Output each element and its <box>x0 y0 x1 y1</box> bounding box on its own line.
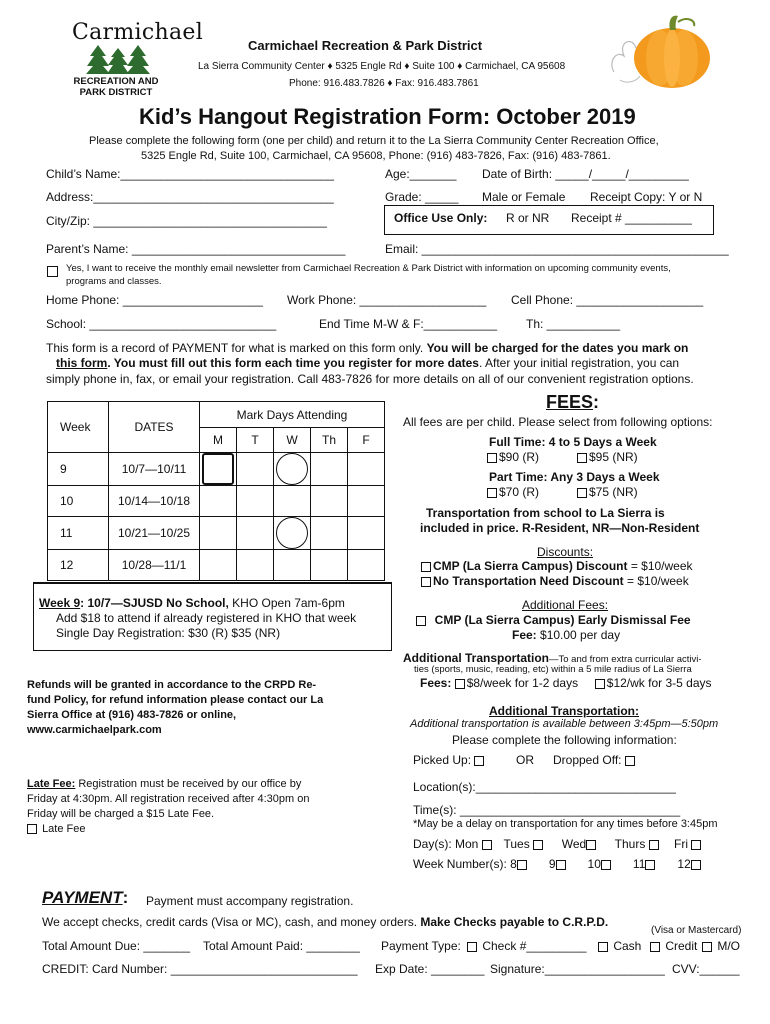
table-row <box>48 486 385 517</box>
checkbox-icon <box>487 453 497 463</box>
day-cell-t[interactable] <box>237 550 274 581</box>
checkbox-icon <box>487 488 497 498</box>
payment-accept: We accept checks, credit cards (Visa or MC), cash, and money orders. Make Checks payable to C.R.P.D. <box>42 915 609 929</box>
school-field[interactable]: School: ____________________________ <box>46 317 277 331</box>
week9-title: Week 9: 10/7—SJUSD No School, KHO Open 7am-6pm <box>39 596 345 610</box>
closed-circle-mark <box>276 453 308 485</box>
table-header-day-w: W <box>274 428 311 453</box>
payment-cash-option[interactable]: Cash <box>598 939 641 953</box>
table-row <box>48 550 385 581</box>
checkbox-icon <box>598 942 608 952</box>
table-header-mark: Mark Days Attending <box>200 402 385 428</box>
full-time-r-option[interactable]: $90 (R) <box>487 450 539 464</box>
week9-line-3: Single Day Registration: $30 (R) $35 (NR) <box>56 626 281 640</box>
checkbox-icon <box>702 942 712 952</box>
dates-cell: 10/28—11/1 <box>109 550 200 581</box>
late-fee-line-1: Late Fee: Registration must be received by our office by <box>27 778 302 790</box>
mark-days-table <box>47 401 385 581</box>
checkbox-icon <box>577 488 587 498</box>
trees-logo-icon <box>84 44 152 76</box>
home-phone-field[interactable]: Home Phone: _____________________ <box>46 293 263 307</box>
checkbox-icon[interactable] <box>601 860 611 870</box>
or-label: OR <box>516 753 534 767</box>
checkbox-icon[interactable] <box>556 860 566 870</box>
parents-name-field[interactable]: Parent’s Name: ________________________________ <box>46 242 346 256</box>
gender-field[interactable]: Male or Female <box>482 190 566 204</box>
logo-subtitle: RECREATION AND PARK DISTRICT <box>73 76 159 98</box>
week-cell: 12 <box>48 550 109 581</box>
cell-phone-field[interactable]: Cell Phone: ___________________ <box>511 293 704 307</box>
day-cell-m[interactable] <box>200 517 237 550</box>
checkbox-icon[interactable] <box>595 679 605 689</box>
full-time-nr-option[interactable]: $95 (NR) <box>577 450 638 464</box>
checkbox-icon <box>625 756 635 766</box>
day-cell-m[interactable] <box>200 453 237 486</box>
day-cell-m[interactable] <box>200 550 237 581</box>
dates-cell: 10/7—10/11 <box>109 453 200 486</box>
newsletter-checkbox[interactable] <box>47 263 58 281</box>
table-header-day-f: F <box>348 428 385 453</box>
checkbox-icon[interactable] <box>645 860 655 870</box>
newsletter-line-2: programs and classes. <box>66 276 162 287</box>
dropped-off-option[interactable]: Dropped Off: <box>553 753 637 767</box>
pumpkin-icon <box>606 12 718 92</box>
total-due-field[interactable]: Total Amount Due: _______ <box>42 939 191 953</box>
org-address: La Sierra Community Center ♦ 5325 Engle Rd ♦ Suite 100 ♦ Carmichael, CA 95608 <box>198 61 566 72</box>
locations-field[interactable]: Location(s):______________________________ <box>413 780 676 794</box>
checkbox-icon <box>650 942 660 952</box>
week-cell: 9 <box>48 453 109 486</box>
day-cell-t[interactable] <box>237 517 274 550</box>
checkbox-icon[interactable] <box>691 840 701 850</box>
city-zip-field[interactable]: City/Zip: ___________________________________ <box>46 214 327 228</box>
payment-record-line-3: simply phone in, fax, or email your registration. Call 483-7826 for more details on all of our convenient registration options. <box>46 372 694 386</box>
day-cell-f[interactable] <box>348 550 385 581</box>
week9-line-2: Add $18 to attend if already registered in KHO that week <box>56 611 357 625</box>
receipt-copy-field[interactable]: Receipt Copy: Y or N <box>590 190 703 204</box>
dates-cell: 10/21—10/25 <box>109 517 200 550</box>
childs-name-field[interactable]: Child’s Name:________________________________ <box>46 167 335 181</box>
checkbox-icon[interactable] <box>455 679 465 689</box>
checkbox-icon <box>421 577 431 587</box>
part-time-r-option[interactable]: $70 (R) <box>487 485 539 499</box>
day-cell-w[interactable] <box>274 453 311 486</box>
refunds-line-3: Sierra Office at (916) 483-7826 or online, <box>27 709 237 721</box>
exp-date-field[interactable]: Exp Date: ________ <box>375 962 485 976</box>
day-cell-w[interactable] <box>274 486 311 517</box>
payment-must-accompany: Payment must accompany registration. <box>146 894 354 908</box>
late-fee-line-2: Friday at 4:30pm. All registration received after 4:30pm on <box>27 793 310 805</box>
delay-note: *May be a delay on transportation for any times before 3:45pm <box>413 818 718 830</box>
day-cell-t[interactable] <box>237 453 274 486</box>
day-cell-th[interactable] <box>311 453 348 486</box>
part-time-nr-option[interactable]: $75 (NR) <box>577 485 638 499</box>
total-paid-field[interactable]: Total Amount Paid: ________ <box>203 939 360 953</box>
checkbox-icon[interactable] <box>517 860 527 870</box>
table-header-day-t: T <box>237 428 274 453</box>
days-checkboxes: Day(s): Mon Tues Wed Thurs Fri <box>413 837 703 851</box>
refunds-line-2: fund Policy, for refund information please contact our La <box>27 694 324 706</box>
payment-mo-option[interactable]: M/O <box>702 939 740 953</box>
table-header-day-th: Th <box>311 428 348 453</box>
checkbox-icon[interactable] <box>482 840 492 850</box>
payment-credit-option[interactable]: Credit <box>650 939 697 953</box>
checkbox-icon <box>474 756 484 766</box>
payment-record-line-2: this form. You must fill out this form each time you register for more dates. After your initial registration, you can <box>56 356 680 370</box>
checkbox-icon <box>27 824 37 834</box>
transport-note-1: Transportation from school to La Sierra is <box>426 506 665 520</box>
week-cell: 11 <box>48 517 109 550</box>
additional-transport-instructions: Please complete the following information: <box>452 733 677 747</box>
org-phone: Phone: 916.483.7826 ♦ Fax: 916.483.7861 <box>289 78 479 89</box>
table-row <box>48 517 385 550</box>
week-cell: 10 <box>48 486 109 517</box>
age-field[interactable]: Age:_______ <box>385 167 457 181</box>
refunds-line-1: Refunds will be granted in accordance to the CRPD Re- <box>27 679 317 691</box>
checkbox-icon <box>467 942 477 952</box>
checkbox-icon <box>416 616 426 626</box>
page-title: Kid’s Hangout Registration Form: October 2019 <box>139 104 636 129</box>
table-header-day-m: M <box>200 428 237 453</box>
discount-cmp-option[interactable]: CMP (La Sierra Campus) Discount = $10/week <box>421 559 693 573</box>
early-dismissal-option[interactable]: CMP (La Sierra Campus) Early Dismissal Fee <box>416 613 691 627</box>
cvv-field[interactable]: CVV:______ <box>672 962 740 976</box>
visa-mc-note: (Visa or Mastercard) <box>651 925 742 936</box>
org-name: Carmichael Recreation & Park District <box>248 38 483 53</box>
office-r-nr: R or NR <box>506 211 550 225</box>
intro-line-2: 5325 Engle Rd, Suite 100, Carmichael, CA 95608, Phone: (916) 483-7826, Fax: (916) 483-7861. <box>141 150 611 162</box>
checkbox-icon <box>577 453 587 463</box>
address-field[interactable]: Address:____________________________________ <box>46 190 334 204</box>
th-time-field[interactable]: Th: ___________ <box>526 317 621 331</box>
office-use-label: Office Use Only: <box>394 211 488 225</box>
late-fee-checkbox[interactable]: Late Fee <box>27 823 85 835</box>
week-number-checkboxes: Week Number(s): 8 9 10 11 12 <box>413 857 703 871</box>
closed-circle-mark <box>276 517 308 549</box>
discounts-title: Discounts: <box>537 545 594 559</box>
transport-note-2: included in price. R-Resident, NR—Non-Resident <box>420 521 700 535</box>
add-transport-fees: Fees: $8/week for 1-2 days $12/wk for 3-5 days <box>420 676 712 690</box>
grade-field[interactable]: Grade: _____ <box>385 190 459 204</box>
times-field[interactable]: Time(s): _________________________________ <box>413 803 681 817</box>
signature-field[interactable]: Signature:__________________ <box>490 962 665 976</box>
payment-check-option[interactable]: Check #_________ <box>467 939 586 953</box>
add-transport-line-2: ties (sports, music, reading, etc) within a 5 mile radius of La Sierra <box>414 664 692 675</box>
payment-title: PAYMENT: <box>42 888 129 907</box>
newsletter-line-1: Yes, I want to receive the monthly email newsletter from Carmichael Recreation & Park District with information on upcoming community events, <box>66 263 671 274</box>
end-time-field[interactable]: End Time M-W & F:___________ <box>319 317 498 331</box>
table-header-dates: DATES <box>109 402 200 453</box>
fees-intro: All fees are per child. Please select from following options: <box>403 415 713 429</box>
add-transport-line-1: Additional Transportation—To and from extra curricular activi- <box>403 651 702 665</box>
fees-title: FEES: <box>546 392 600 412</box>
day-cell-f[interactable] <box>348 453 385 486</box>
payment-record-line-1: This form is a record of PAYMENT for what is marked on this form only. You will be charged for the dates you mark on <box>46 341 689 355</box>
checkbox-icon[interactable] <box>691 860 701 870</box>
checkbox-icon[interactable] <box>533 840 543 850</box>
refunds-website-link[interactable]: www.carmichaelpark.com <box>27 724 162 736</box>
picked-up-option[interactable]: Picked Up: <box>413 753 486 767</box>
checkbox-icon[interactable] <box>649 840 659 850</box>
discount-no-transport-option[interactable]: No Transportation Need Discount = $10/week <box>421 574 689 588</box>
day-cell-th[interactable] <box>311 550 348 581</box>
intro-line-1: Please complete the following form (one per child) and return it to the La Sierra Community Center Recreation Office, <box>89 135 659 147</box>
early-dismissal-fee: Fee: $10.00 per day <box>512 628 621 642</box>
checkbox-icon <box>421 562 431 572</box>
day-cell-m[interactable] <box>200 486 237 517</box>
email-field[interactable]: Email: ______________________________________________ <box>385 242 729 256</box>
day-cell-th[interactable] <box>311 486 348 517</box>
work-phone-field[interactable]: Work Phone: ___________________ <box>287 293 487 307</box>
additional-transport-subtitle: Additional transportation is available between 3:45pm—5:50pm <box>410 718 719 730</box>
table-header-week: Week <box>48 402 109 453</box>
day-cell-f[interactable] <box>348 486 385 517</box>
checkbox-icon[interactable] <box>586 840 596 850</box>
late-fee-line-3: Friday will be charged a $15 Late Fee. <box>27 808 215 820</box>
day-cell-th[interactable] <box>311 517 348 550</box>
day-cell-t[interactable] <box>237 486 274 517</box>
logo-name: Carmichael <box>72 20 204 45</box>
office-receipt: Receipt # __________ <box>571 211 692 225</box>
additional-transport-title: Additional Transportation: <box>489 704 639 718</box>
part-time-label: Part Time: Any 3 Days a Week <box>489 470 660 484</box>
additional-fees-title: Additional Fees: <box>522 598 609 612</box>
full-time-label: Full Time: 4 to 5 Days a Week <box>489 435 657 449</box>
day-cell-w[interactable] <box>274 550 311 581</box>
dates-cell: 10/14—10/18 <box>109 486 200 517</box>
card-number-field[interactable]: CREDIT: Card Number: ____________________________ <box>42 962 358 976</box>
day-cell-f[interactable] <box>348 517 385 550</box>
table-row <box>48 453 385 486</box>
dob-field[interactable]: Date of Birth: _____/_____/_________ <box>482 167 689 181</box>
no-school-square-mark <box>202 453 234 485</box>
day-cell-w[interactable] <box>274 517 311 550</box>
payment-type-label: Payment Type: <box>381 939 461 953</box>
